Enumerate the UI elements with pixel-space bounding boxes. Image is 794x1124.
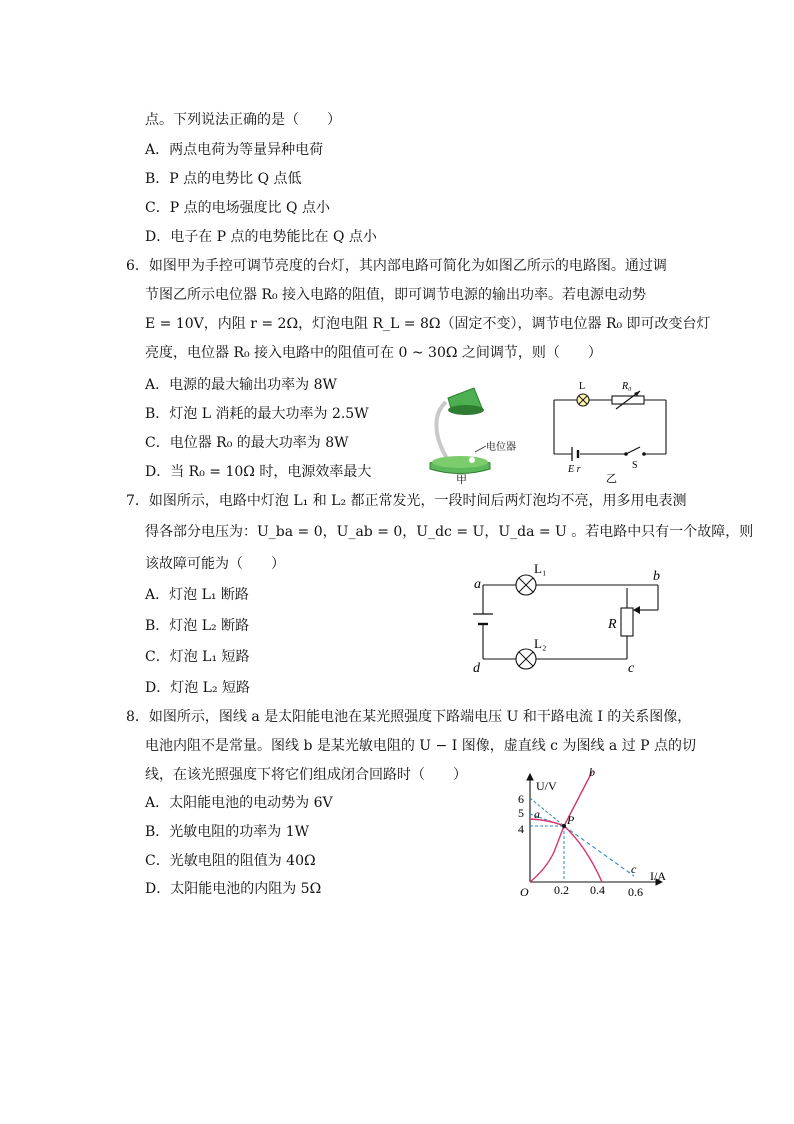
y-tick-6: 6 xyxy=(518,792,524,806)
q6-line-2: 节图乙所示电位器 R₀ 接入电路的阻值，即可调节电源的输出功率。若电源电动势 xyxy=(145,287,647,303)
figure-jia-caption: 甲 xyxy=(456,474,467,486)
curve-b-label: b xyxy=(589,765,595,779)
q6-line-4: 亮度，电位器 R₀ 接入电路中的阻值可在 0 ~ 30Ω 之间调节，则（ ） xyxy=(145,345,602,361)
q7-option-a: A．灯泡 L₁ 断路 xyxy=(145,587,249,603)
q7-line-1: 7．如图所示，电路中灯泡 L₁ 和 L₂ 都正常发光，一段时间后两灯泡均不亮，用多用电表测 xyxy=(126,493,687,509)
x-tick-0.2: 0.2 xyxy=(554,883,569,897)
y-tick-4: 4 xyxy=(518,822,524,836)
x-tick-0.6: 0.6 xyxy=(628,885,643,899)
q7-option-d: D．灯泡 L₂ 短路 xyxy=(145,680,251,696)
tangent-line-c xyxy=(564,826,634,876)
q6-option-d: D．当 R₀ = 10Ω 时，电源效率最大 xyxy=(145,464,372,480)
bulb-icon xyxy=(577,394,589,406)
two-lamp-circuit-figure xyxy=(470,560,670,675)
y-tick-5: 5 xyxy=(518,806,524,820)
q5-option-a: A．两点电荷为等量异种电荷 xyxy=(145,142,324,158)
q5-option-d: D．电子在 P 点的电势能比在 Q 点小 xyxy=(145,229,377,245)
battery-label: E r xyxy=(568,464,581,475)
q8-line-1: 8．如图所示，图线 a 是太阳能电池在某光照强度下路端电压 U 和干路电流 I 的关系图像， xyxy=(126,709,692,725)
q8-option-d: D．太阳能电池的内阻为 5Ω xyxy=(145,881,322,897)
node-b-label: b xyxy=(653,569,660,584)
lamp-l1-label: L₁ xyxy=(534,561,547,576)
x-axis-label: I/A xyxy=(650,869,666,883)
node-a-label: a xyxy=(474,577,481,592)
figure-yi-caption: 乙 xyxy=(606,473,617,485)
q8-line-3: 线，在该光照强度下将它们组成闭合回路时（ ） xyxy=(145,767,467,783)
lamp-circuit-figure xyxy=(548,376,672,486)
q6-line-1: 6．如图甲为手控可调节亮度的台灯，其内部电路可简化为如图乙所示的电路图。通过调 xyxy=(126,258,667,274)
y-axis-label: U/V xyxy=(536,779,557,793)
point-p-label: P xyxy=(567,813,575,827)
origin-label: O xyxy=(520,885,529,899)
q7-line-2: 得各部分电压为：U_ba = 0，U_ab = 0，U_dc = U，U_da = U 。若电路中只有一个故障，则 xyxy=(145,524,754,540)
q6-option-a: A．电源的最大输出功率为 8W xyxy=(145,377,337,393)
switch-icon xyxy=(642,452,646,456)
q7-option-c: C．灯泡 L₁ 短路 xyxy=(145,649,250,665)
q6-option-c: C．电位器 R₀ 的最大功率为 8W xyxy=(145,435,349,451)
lamp-label: L xyxy=(579,381,586,392)
lamp-l2-icon xyxy=(516,649,536,669)
q8-option-b: B．光敏电阻的功率为 1W xyxy=(145,824,310,840)
resistor-label: R₀ xyxy=(622,381,632,392)
curve-a-label: a xyxy=(534,807,540,821)
q5-option-c: C．P 点的电场强度比 Q 点小 xyxy=(145,200,330,216)
desk-lamp-figure xyxy=(418,368,526,486)
potentiometer-label: 电位器 xyxy=(486,442,516,453)
line-c-label: c xyxy=(631,862,637,876)
node-c-label: c xyxy=(628,661,635,675)
switch-label: S xyxy=(632,460,638,471)
q5-option-b: B．P 点的电势比 Q 点低 xyxy=(145,171,302,187)
q6-line-3: E = 10V，内阻 r = 2Ω，灯泡电阻 R_L = 8Ω（固定不变），调节电位器 R₀ 即可改变台灯 xyxy=(145,316,711,332)
q7-line-3: 该故障可能为（ ） xyxy=(145,556,285,572)
q8-option-c: C．光敏电阻的阻值为 40Ω xyxy=(145,853,316,869)
node-d-label: d xyxy=(473,661,480,675)
x-tick-0.4: 0.4 xyxy=(590,883,605,897)
q5-stem-end: 点。下列说法正确的是（ ） xyxy=(145,112,341,128)
lamp-l1-icon xyxy=(516,575,536,595)
q6-option-b: B．灯泡 L 消耗的最大功率为 2.5W xyxy=(145,406,369,422)
ui-graph-figure xyxy=(506,764,678,900)
resistor-r-label: R xyxy=(608,617,617,632)
q8-option-a: A．太阳能电池的电动势为 6V xyxy=(145,795,333,811)
q7-option-b: B．灯泡 L₂ 断路 xyxy=(145,618,250,634)
q8-line-2: 电池内阻不是常量。图线 b 是某光敏电阻的 U − I 图像，虚直线 c 为图线 a 过 P 点的切 xyxy=(145,738,697,754)
lamp-l2-label: L₂ xyxy=(534,636,547,651)
